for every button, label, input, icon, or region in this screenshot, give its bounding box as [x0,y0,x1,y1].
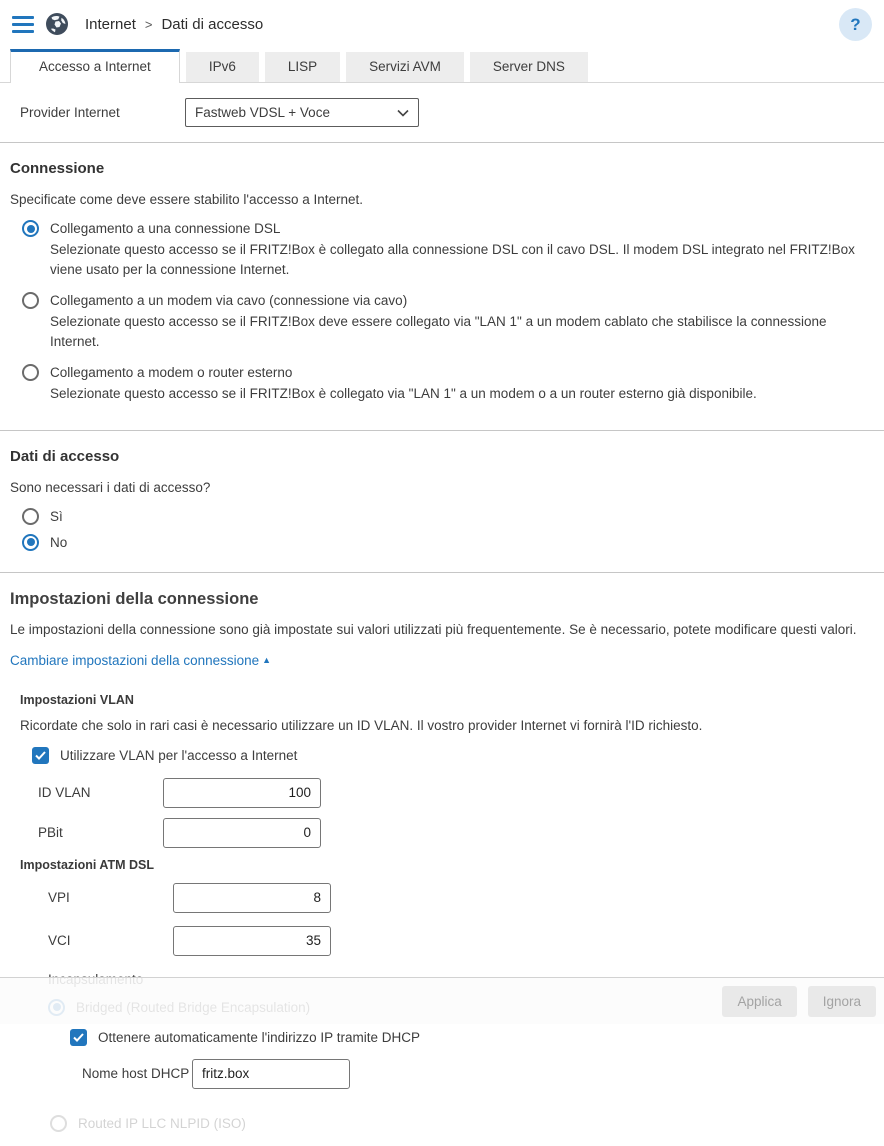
connection-intro: Specificate come deve essere stabilito l'accesso a Internet. [10,192,364,207]
connection-settings-section [0,573,884,1146]
settings-title: Impostazioni della connessione [10,589,259,608]
breadcrumb-section[interactable]: Internet [85,15,136,33]
radio-selected-icon [22,220,39,237]
provider-label: Provider Internet [20,105,120,120]
radio-yes-label: Sì [50,508,63,524]
radio-external-label: Collegamento a modem o router esterno [50,364,293,380]
provider-row [0,83,884,142]
radio-unselected-icon [22,508,39,525]
vci-input[interactable] [173,926,331,956]
provider-selected-value: Fastweb VDSL + Voce [195,105,330,120]
radio-external-router[interactable] [10,364,874,381]
pbit-row [10,818,874,848]
chevron-down-icon [397,109,409,117]
apply-button[interactable]: Applica [722,986,796,1017]
help-button[interactable]: ? [839,8,872,41]
radio-access-no[interactable] [10,534,874,551]
radio-access-yes[interactable] [10,508,874,525]
dhcp-hostname-input[interactable] [192,1059,350,1089]
pbit-input[interactable] [163,818,321,848]
dhcp-checkbox-label: Ottenere automaticamente l'indirizzo IP tramite DHCP [98,1029,420,1045]
radio-selected-icon [22,534,39,551]
vlan-id-row [10,778,874,808]
menu-icon[interactable] [12,16,34,33]
vlan-checkbox[interactable] [10,747,874,764]
dhcp-hostname-label: Nome host DHCP [82,1066,190,1082]
tab-accesso-a-internet[interactable]: Accesso a Internet [10,49,180,83]
action-bar [0,977,884,1024]
connection-section [0,143,884,430]
vlan-checkbox-label: Utilizzare VLAN per l'accesso a Internet [60,747,298,763]
radio-unselected-icon [22,292,39,309]
radio-dsl-connection[interactable] [10,220,874,237]
dhcp-checkbox[interactable] [10,1029,874,1046]
radio-unselected-icon [22,364,39,381]
tab-server-dns[interactable]: Server DNS [470,52,588,82]
atm-settings-group [10,858,874,956]
radio-unselected-icon [50,1115,67,1132]
radio-cable-modem[interactable] [10,292,874,309]
vpi-row [10,883,874,913]
settings-intro: Le impostazioni della connessione sono già impostate sui valori utilizzati più frequentemente. Se è necessario, potete modificare questi valori. [10,621,857,637]
radio-external-description: Selezionate questo accesso se il FRITZ!Box è collegato via "LAN 1" a un modem o a un router esterno già disponibile. [50,385,757,401]
access-data-title: Dati di accesso [10,447,120,465]
access-data-section [0,431,884,572]
atm-heading: Impostazioni ATM DSL [20,857,155,872]
tab-servizi-avm[interactable]: Servizi AVM [346,52,464,82]
globe-icon[interactable] [45,12,69,36]
vci-label: VCI [48,933,71,949]
radio-dsl-label: Collegamento a una connessione DSL [50,221,281,236]
change-settings-link-label: Cambiare impostazioni della connessione [10,652,260,668]
connection-title: Connessione [10,160,105,177]
vlan-heading: Impostazioni VLAN [20,692,134,707]
provider-select[interactable] [185,98,419,127]
vpi-label: VPI [48,890,70,906]
tab-lisp[interactable]: LISP [265,52,340,82]
radio-routed-ip-llc-faded [10,1115,874,1132]
breadcrumb-separator-icon: > [144,16,153,32]
vlan-id-label: ID VLAN [38,785,91,801]
tab-bar [0,48,884,83]
radio-no-label: No [50,534,68,550]
radio-cable-label: Collegamento a un modem via cavo (connessione via cavo) [50,292,408,308]
radio-dsl-description: Selezionate questo accesso se il FRITZ!Box è collegato alla connessione DSL con il cavo DSL. Il modem DSL integrato nel FRITZ!Box viene usato per la connessione Internet. [50,242,855,277]
ignore-button[interactable]: Ignora [808,986,876,1017]
vci-row [10,926,874,956]
radio-cable-description: Selezionate questo accesso se il FRITZ!Box deve essere collegato via "LAN 1" a un modem cablato che stabilisce la connessione Internet. [50,313,827,349]
vlan-note: Ricordate che solo in rari casi è necessario utilizzare un ID VLAN. Il vostro provider Internet vi fornirà l'ID richiesto. [20,717,703,733]
checkbox-checked-icon [70,1029,87,1046]
breadcrumb [85,16,263,33]
radio-routed-ip-llc-label: Routed IP LLC NLPID (ISO) [78,1115,246,1131]
change-settings-link[interactable] [10,653,271,668]
vpi-input[interactable] [173,883,331,913]
dhcp-hostname-row [10,1059,874,1089]
pbit-label: PBit [38,825,63,841]
access-data-question: Sono necessari i dati di accesso? [10,479,211,495]
breadcrumb-page: Dati di accesso [161,15,264,33]
checkbox-checked-icon [32,747,49,764]
collapse-arrow-icon: ▲ [262,655,272,666]
vlan-id-input[interactable] [163,778,321,808]
tab-ipv6[interactable]: IPv6 [186,52,259,82]
top-bar [0,0,884,48]
